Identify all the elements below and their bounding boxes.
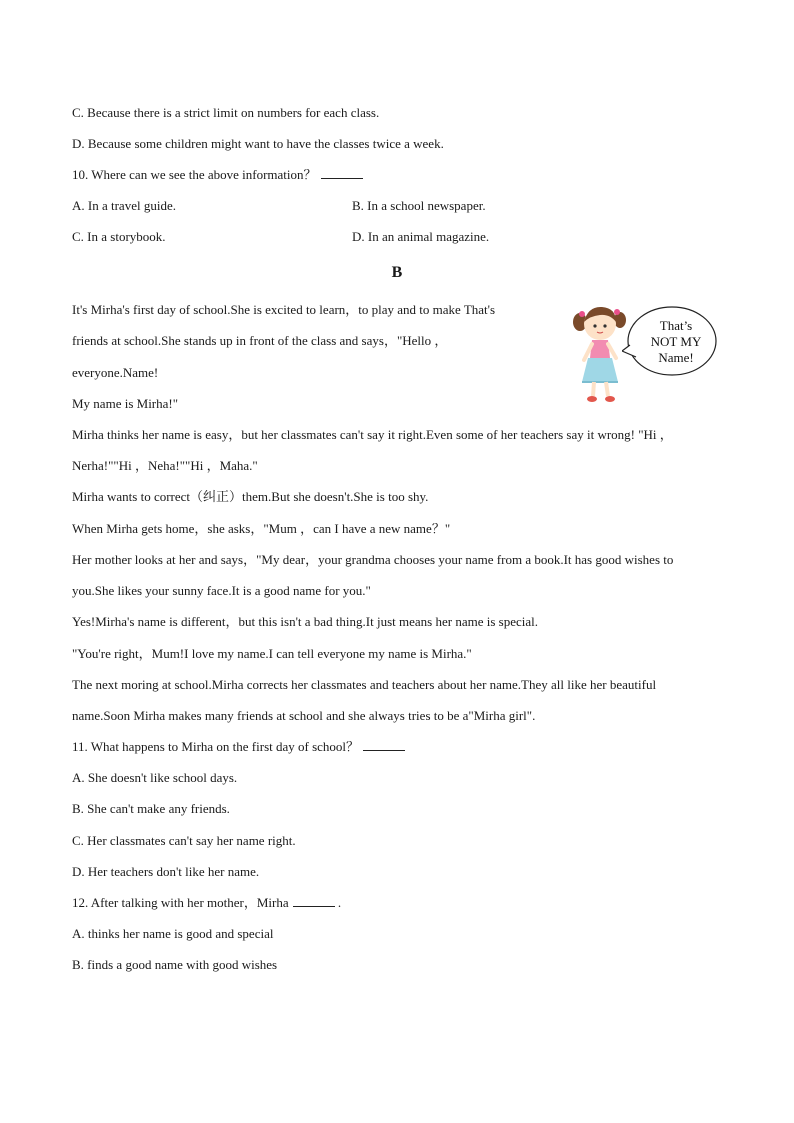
q11-option-b: B. She can't make any friends.	[72, 801, 230, 816]
answer-blank	[321, 166, 363, 179]
section-heading: B	[391, 264, 403, 281]
bubble-line-1: That’s	[659, 318, 693, 333]
passage-line: "You're right，Mum!I love my name.I can tell everyone my name is Mirha."	[72, 646, 472, 661]
q10-question	[72, 166, 363, 184]
bubble-line-2: NOT MY	[650, 334, 702, 349]
passage-line: everyone.Name!	[72, 365, 159, 380]
q11-question-text: 11. What happens to Mirha on the first day of school？	[72, 739, 360, 754]
passage-line: Yes!Mirha's name is different，but this isn't a bad thing.It just means her name is special.	[72, 614, 538, 629]
passage-line: My name is Mirha!"	[72, 396, 179, 411]
q11-option-a: A. She doesn't like school days.	[72, 770, 238, 785]
q10-option-c: C. In a storybook.	[72, 229, 166, 244]
speech-bubble-text	[640, 318, 712, 366]
q10-option-d: D. In an animal magazine.	[352, 229, 490, 244]
passage-line: Mirha wants to correct（纠正）them.But she doesn't.She is too shy.	[72, 489, 429, 504]
passage-line: friends at school.She stands up in front of the class and says，"Hello ，	[72, 333, 448, 348]
passage-line: Mirha thinks her name is easy，but her classmates can't say it right.Even some of her teachers say it wrong! "Hi ，	[72, 427, 673, 442]
q10-option-a: A. In a travel guide.	[72, 198, 176, 213]
q11-option-c: C. Her classmates can't say her name right.	[72, 833, 296, 848]
passage-line: Nerha!""Hi ，Neha!""Hi ，Maha."	[72, 458, 258, 473]
passage-line: name.Soon Mirha makes many friends at school and she always tries to be a"Mirha girl".	[72, 708, 536, 723]
q12-question-text: 12. After talking with her mother，Mirha	[72, 895, 289, 910]
answer-blank	[363, 738, 405, 751]
q11-question	[72, 738, 405, 756]
passage-line: you.She likes your sunny face.It is a good name for you."	[72, 583, 371, 598]
q12-option-b: B. finds a good name with good wishes	[72, 957, 278, 972]
bubble-line-3: Name!	[658, 350, 694, 365]
q9-option-c: C. Because there is a strict limit on numbers for each class.	[72, 105, 380, 120]
q12-option-a: A. thinks her name is good and special	[72, 926, 274, 941]
q11-option-d: D. Her teachers don't like her name.	[72, 864, 260, 879]
answer-blank	[293, 894, 335, 907]
q12-question-end: .	[334, 895, 342, 910]
passage-line: It's Mirha's first day of school.She is excited to learn，to play and to make That's	[72, 302, 496, 317]
girl-illustration	[570, 300, 630, 406]
passage-line: The next moring at school.Mirha corrects her classmates and teachers about her name.They all like her beautiful	[72, 677, 657, 692]
q9-option-d: D. Because some children might want to have the classes twice a week.	[72, 136, 444, 151]
passage-line: When Mirha gets home，she asks，"Mum ，can I have a new name？"	[72, 521, 451, 536]
q12-question	[72, 894, 341, 912]
q10-question-text: 10. Where can we see the above information？	[72, 167, 317, 182]
passage-line: Her mother looks at her and says，"My dear，your grandma chooses your name from a book.It has good wishes to	[72, 552, 674, 567]
q10-option-b: B. In a school newspaper.	[352, 198, 486, 213]
